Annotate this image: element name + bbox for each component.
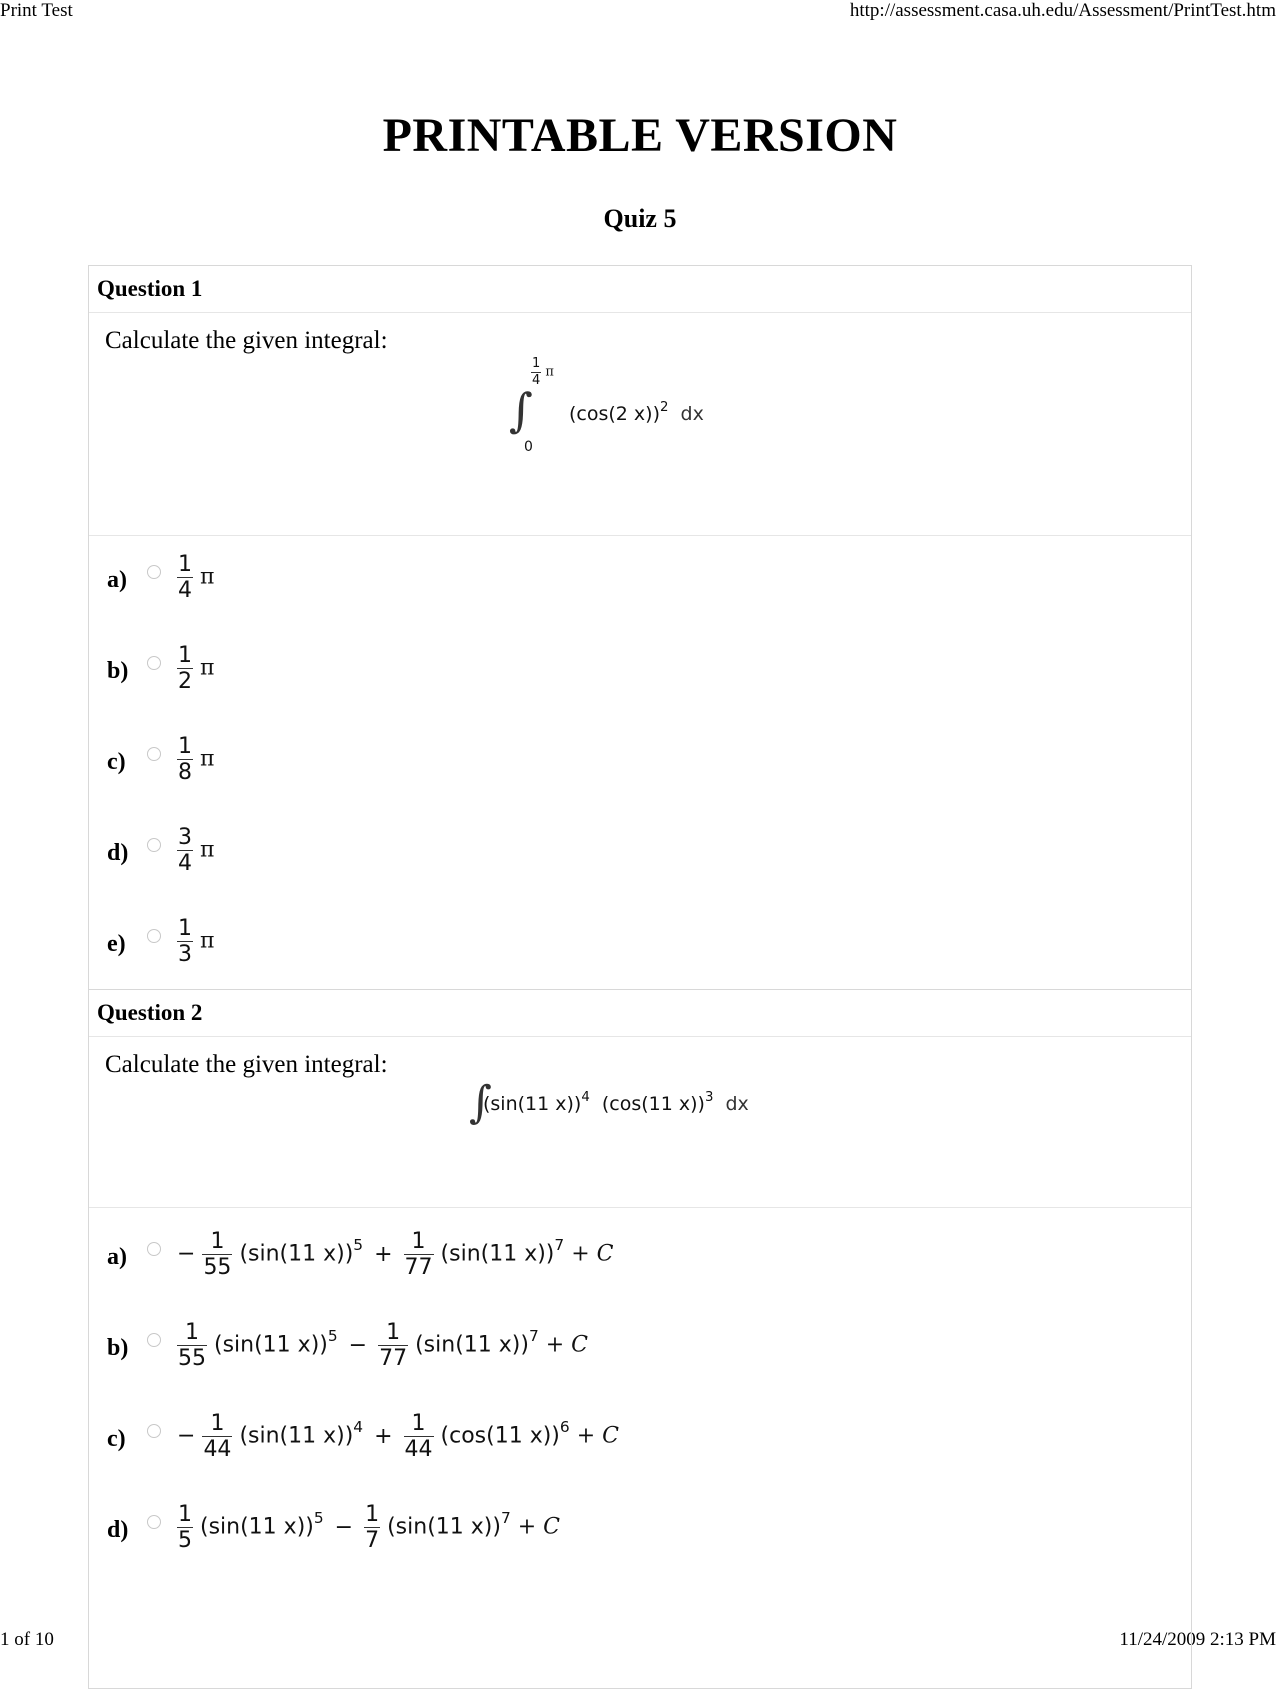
option-label: a) bbox=[107, 1244, 127, 1270]
option-d[interactable] bbox=[89, 820, 1191, 900]
option-answer: $\frac{1}{5}$ (sin(11 x))$^5$ − $\frac{1}{7}$ (sin(11 x))$^7$ + C bbox=[178, 1502, 561, 1554]
question-2-body bbox=[89, 1037, 1191, 1208]
question-2-integral bbox=[469, 1077, 829, 1147]
radio-button[interactable] bbox=[147, 1242, 161, 1256]
option-label: e) bbox=[107, 931, 126, 957]
integrand: (cos(2 x))$^2$ dx bbox=[569, 399, 704, 425]
quiz-title: Quiz 5 bbox=[603, 204, 677, 233]
option-a[interactable] bbox=[89, 547, 1191, 627]
radio-button[interactable] bbox=[147, 565, 161, 579]
page-title: PRINTABLE VERSION bbox=[382, 109, 898, 162]
question-1-options bbox=[89, 536, 1191, 992]
option-label: c) bbox=[107, 1426, 126, 1452]
integral-upper-limit: $\frac{1}{4}$ π bbox=[532, 356, 554, 388]
question-1-heading: Question 1 bbox=[89, 266, 1191, 313]
question-2-prompt: Calculate the given integral: bbox=[105, 1051, 388, 1078]
print-timestamp: 11/24/2009 2:13 PM bbox=[1119, 1629, 1276, 1650]
option-label: b) bbox=[107, 1335, 129, 1361]
option-label: c) bbox=[107, 749, 126, 775]
option-answer: $\frac{1}{4}$ π bbox=[178, 552, 215, 604]
option-label: b) bbox=[107, 658, 129, 684]
integral-sign: ∫ bbox=[509, 383, 533, 437]
question-2-heading: Question 2 bbox=[89, 990, 1191, 1037]
option-answer: − $\frac{1}{55}$ (sin(11 x))$^5$ + $\frac{1}{77}$ (sin(11 x))$^7$ + C bbox=[177, 1229, 614, 1281]
option-answer: $\frac{1}{8}$ π bbox=[178, 734, 215, 786]
option-d[interactable] bbox=[89, 1497, 1191, 1577]
option-c[interactable] bbox=[89, 1406, 1191, 1486]
option-label: a) bbox=[107, 567, 127, 593]
option-answer: $\frac{1}{3}$ π bbox=[178, 916, 215, 968]
radio-button[interactable] bbox=[147, 1515, 161, 1529]
question-1-integral bbox=[509, 357, 749, 467]
option-b[interactable] bbox=[89, 638, 1191, 718]
question-1-body bbox=[89, 313, 1191, 536]
option-answer: $\frac{1}{55}$ (sin(11 x))$^5$ − $\frac{1}{77}$ (sin(11 x))$^7$ + C bbox=[178, 1320, 589, 1372]
option-c[interactable] bbox=[89, 729, 1191, 809]
option-label: d) bbox=[107, 1517, 129, 1543]
integral-sign: ∫ bbox=[469, 1077, 492, 1128]
print-header-url: http://assessment.casa.uh.edu/Assessment/PrintTest.htm bbox=[849, 0, 1276, 21]
option-answer: $\frac{1}{2}$ π bbox=[178, 643, 215, 695]
page-counter: 1 of 10 bbox=[0, 1629, 54, 1650]
radio-button[interactable] bbox=[147, 929, 161, 943]
question-1-prompt: Calculate the given integral: bbox=[105, 327, 388, 354]
radio-button[interactable] bbox=[147, 1333, 161, 1347]
print-header-title: Print Test bbox=[0, 0, 73, 21]
option-b[interactable] bbox=[89, 1315, 1191, 1395]
question-2-options bbox=[89, 1208, 1191, 1668]
option-answer: − $\frac{1}{44}$ (sin(11 x))$^4$ + $\frac{1}{44}$ (cos(11 x))$^6$ + C bbox=[177, 1411, 619, 1463]
question-2-card bbox=[88, 989, 1192, 1689]
question-1-card bbox=[88, 265, 1192, 990]
option-a[interactable] bbox=[89, 1224, 1191, 1304]
option-answer: $\frac{3}{4}$ π bbox=[178, 825, 215, 877]
radio-button[interactable] bbox=[147, 747, 161, 761]
integrand: (sin(11 x))$^4$ (cos(11 x))$^3$ dx bbox=[483, 1089, 749, 1115]
option-e[interactable] bbox=[89, 911, 1191, 991]
radio-button[interactable] bbox=[147, 838, 161, 852]
radio-button[interactable] bbox=[147, 656, 161, 670]
option-label: d) bbox=[107, 840, 129, 866]
radio-button[interactable] bbox=[147, 1424, 161, 1438]
integral-lower-limit: 0 bbox=[524, 439, 533, 455]
